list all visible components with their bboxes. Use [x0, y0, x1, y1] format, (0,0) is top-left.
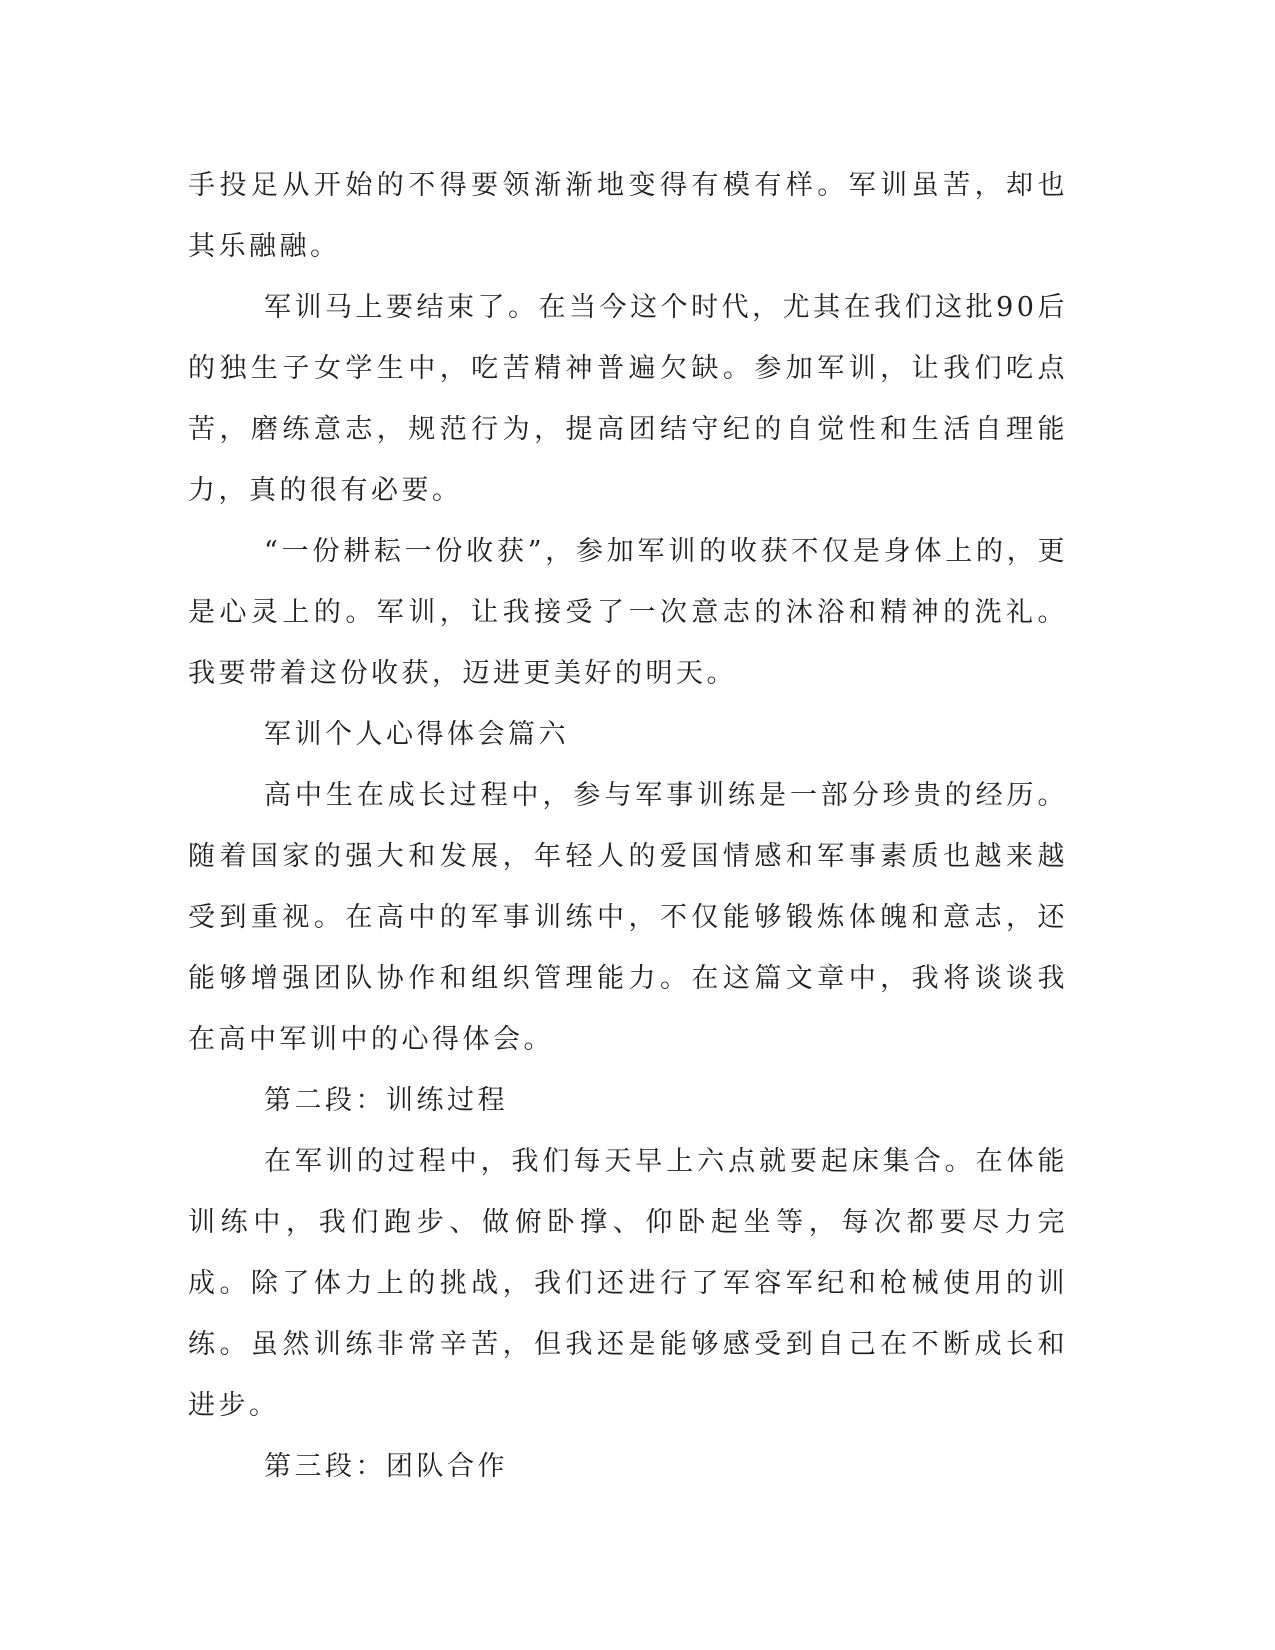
section-heading-teamwork: 第三段：团队合作	[264, 1451, 508, 1482]
paragraph-training-process: 在军训的过程中，我们每天早上六点就要起床集合。在体能训练中，我们跑步、做俯卧撑、仰卧起坐等，每次都要尽力完成。除了体力上的挑战，我们还进行了军容军纪和枪械使用的训练。虽然训练非常辛苦，但我还是能够感受到自己在不断成长和进步。	[188, 1146, 1068, 1421]
paragraph-continuation: 手投足从开始的不得要领渐渐地变得有模有样。军训虽苦，却也其乐融融。	[188, 170, 1068, 262]
paragraph-harvest: “一份耕耘一份收获”，参加军训的收获不仅是身体上的，更是心灵上的。军训，让我接受了一次意志的沐浴和精神的洗礼。我要带着这份收获，迈进更美好的明天。	[188, 536, 1068, 689]
document-body	[188, 155, 1068, 1497]
paragraph-military-training-ending: 军训马上要结束了。在当今这个时代，尤其在我们这批90后的独生子女学生中，吃苦精神普遍欠缺。参加军训，让我们吃点苦，磨练意志，规范行为，提高团结守纪的自觉性和生活自理能力，真的很有必要。	[188, 292, 1068, 506]
section-heading-training-process: 第二段：训练过程	[264, 1085, 508, 1116]
section-heading-part-six: 军训个人心得体会篇六	[264, 719, 569, 750]
paragraph-introduction: 高中生在成长过程中，参与军事训练是一部分珍贵的经历。随着国家的强大和发展，年轻人的爱国情感和军事素质也越来越受到重视。在高中的军事训练中，不仅能够锻炼体魄和意志，还能够增强团队协作和组织管理能力。在这篇文章中，我将谈谈我在高中军训中的心得体会。	[188, 780, 1068, 1055]
